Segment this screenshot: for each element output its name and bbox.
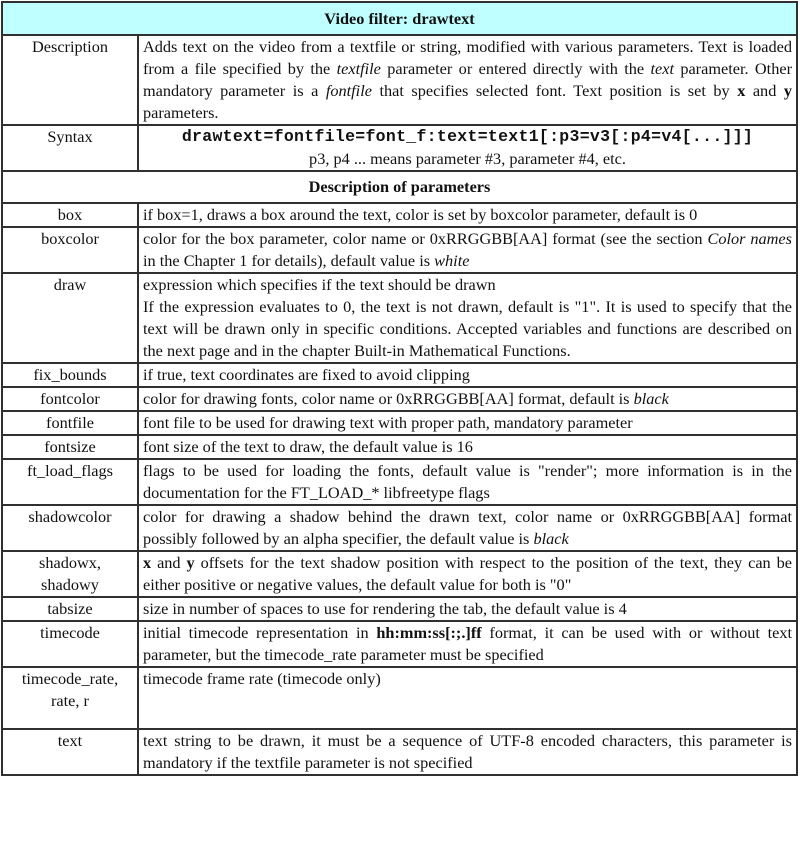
param-desc: x and y offsets for the text shadow position with respect to the position of the text, they can be either positive or negative values, the default value for both is "0" bbox=[138, 551, 797, 597]
param-desc: text string to be drawn, it must be a sequence of UTF-8 encoded characters, this parameter is mandatory if the textfile parameter is not specified bbox=[138, 729, 797, 775]
x-bold: x bbox=[143, 553, 152, 572]
param-row-tabsize bbox=[2, 597, 797, 621]
text-emphasis: text bbox=[650, 59, 674, 78]
black-emphasis: black bbox=[633, 389, 669, 408]
param-desc: if true, text coordinates are fixed to avoid clipping bbox=[138, 363, 797, 387]
parameters-header-row bbox=[2, 171, 797, 203]
syntax-cell bbox=[138, 125, 797, 171]
white-emphasis: white bbox=[434, 251, 470, 270]
param-name: draw bbox=[2, 273, 138, 363]
param-row-timecode-rate bbox=[2, 667, 797, 729]
param-name: shadowcolor bbox=[2, 505, 138, 551]
y-bold: y bbox=[783, 81, 792, 100]
param-row-fontsize bbox=[2, 435, 797, 459]
param-row-timecode bbox=[2, 621, 797, 667]
description-label: Description bbox=[2, 35, 138, 125]
param-row-fontfile bbox=[2, 411, 797, 435]
param-row-fix-bounds bbox=[2, 363, 797, 387]
param-desc: size in number of spaces to use for rendering the tab, the default value is 4 bbox=[138, 597, 797, 621]
param-desc: font size of the text to draw, the default value is 16 bbox=[138, 435, 797, 459]
param-name: ft_load_flags bbox=[2, 459, 138, 505]
param-row-boxcolor bbox=[2, 227, 797, 273]
drawtext-filter-table bbox=[1, 1, 798, 776]
param-name: fontsize bbox=[2, 435, 138, 459]
parameters-heading: Description of parameters bbox=[2, 171, 797, 203]
param-name: shadowx, shadowy bbox=[2, 551, 138, 597]
param-desc: timecode frame rate (timecode only) bbox=[138, 667, 797, 729]
y-bold: y bbox=[186, 553, 195, 572]
param-desc: color for drawing fonts, color name or 0xRRGGBB[AA] format, default is black bbox=[138, 387, 797, 411]
param-name: timecode bbox=[2, 621, 138, 667]
black-emphasis: black bbox=[533, 529, 569, 548]
textfile-emphasis: textfile bbox=[336, 59, 381, 78]
param-desc: font file to be used for drawing text with proper path, mandatory parameter bbox=[138, 411, 797, 435]
param-desc: if box=1, draws a box around the text, color is set by boxcolor parameter, default is 0 bbox=[138, 203, 797, 227]
x-bold: x bbox=[737, 81, 746, 100]
param-row-shadowxy bbox=[2, 551, 797, 597]
param-desc: color for the box parameter, color name or 0xRRGGBB[AA] format (see the section Color names in the Chapter 1 for details), default value is white bbox=[138, 227, 797, 273]
param-name: timecode_rate, rate, r bbox=[2, 667, 138, 729]
color-names-emphasis: Color names bbox=[707, 229, 792, 248]
param-desc: color for drawing a shadow behind the drawn text, color name or 0xRRGGBB[AA] format possibly followed by an alpha specifier, the default value is black bbox=[138, 505, 797, 551]
description-text: Adds text on the video from a textfile or string, modified with various parameters. Text is loaded from a file specified by the textfile parameter or entered directly with the text parameter. Other mandatory parameter is a fontfile that specifies selected font. Text position is set by x and y parameters. bbox=[138, 35, 797, 125]
fontfile-emphasis: fontfile bbox=[325, 81, 372, 100]
param-desc: initial timecode representation in hh:mm:ss[:;.]ff format, it can be used with or without text parameter, but the timecode_rate parameter must be specified bbox=[138, 621, 797, 667]
table-header-row bbox=[2, 2, 797, 35]
param-row-shadowcolor bbox=[2, 505, 797, 551]
param-row-fontcolor bbox=[2, 387, 797, 411]
syntax-label: Syntax bbox=[2, 125, 138, 171]
param-name: boxcolor bbox=[2, 227, 138, 273]
param-row-ft-load-flags bbox=[2, 459, 797, 505]
param-desc: flags to be used for loading the fonts, default value is "render"; more information is in the documentation for the FT_LOAD_* libfreetype flags bbox=[138, 459, 797, 505]
timecode-format-bold: hh:mm:ss[:;.]ff bbox=[376, 623, 482, 642]
param-row-box bbox=[2, 203, 797, 227]
param-name: fontcolor bbox=[2, 387, 138, 411]
param-name: box bbox=[2, 203, 138, 227]
param-name: text bbox=[2, 729, 138, 775]
param-name: tabsize bbox=[2, 597, 138, 621]
syntax-code: drawtext=fontfile=font_f:text=text1[:p3=v3[:p4=v4[...]]] bbox=[181, 127, 754, 146]
syntax-note: p3, p4 ... means parameter #3, parameter #4, etc. bbox=[309, 149, 626, 168]
param-desc: expression which specifies if the text should be drawn If the expression evaluates to 0, the text is not drawn, default is "1". It is used to specify that the text will be drawn only in specific conditions. Accepted variables and functions are described on the next page and in the chapter Built-in Mathematical Functions. bbox=[138, 273, 797, 363]
param-name: fontfile bbox=[2, 411, 138, 435]
param-name: fix_bounds bbox=[2, 363, 138, 387]
param-row-draw bbox=[2, 273, 797, 363]
param-row-text bbox=[2, 729, 797, 775]
syntax-row bbox=[2, 125, 797, 171]
table-title: Video filter: drawtext bbox=[2, 2, 797, 35]
description-row bbox=[2, 35, 797, 125]
